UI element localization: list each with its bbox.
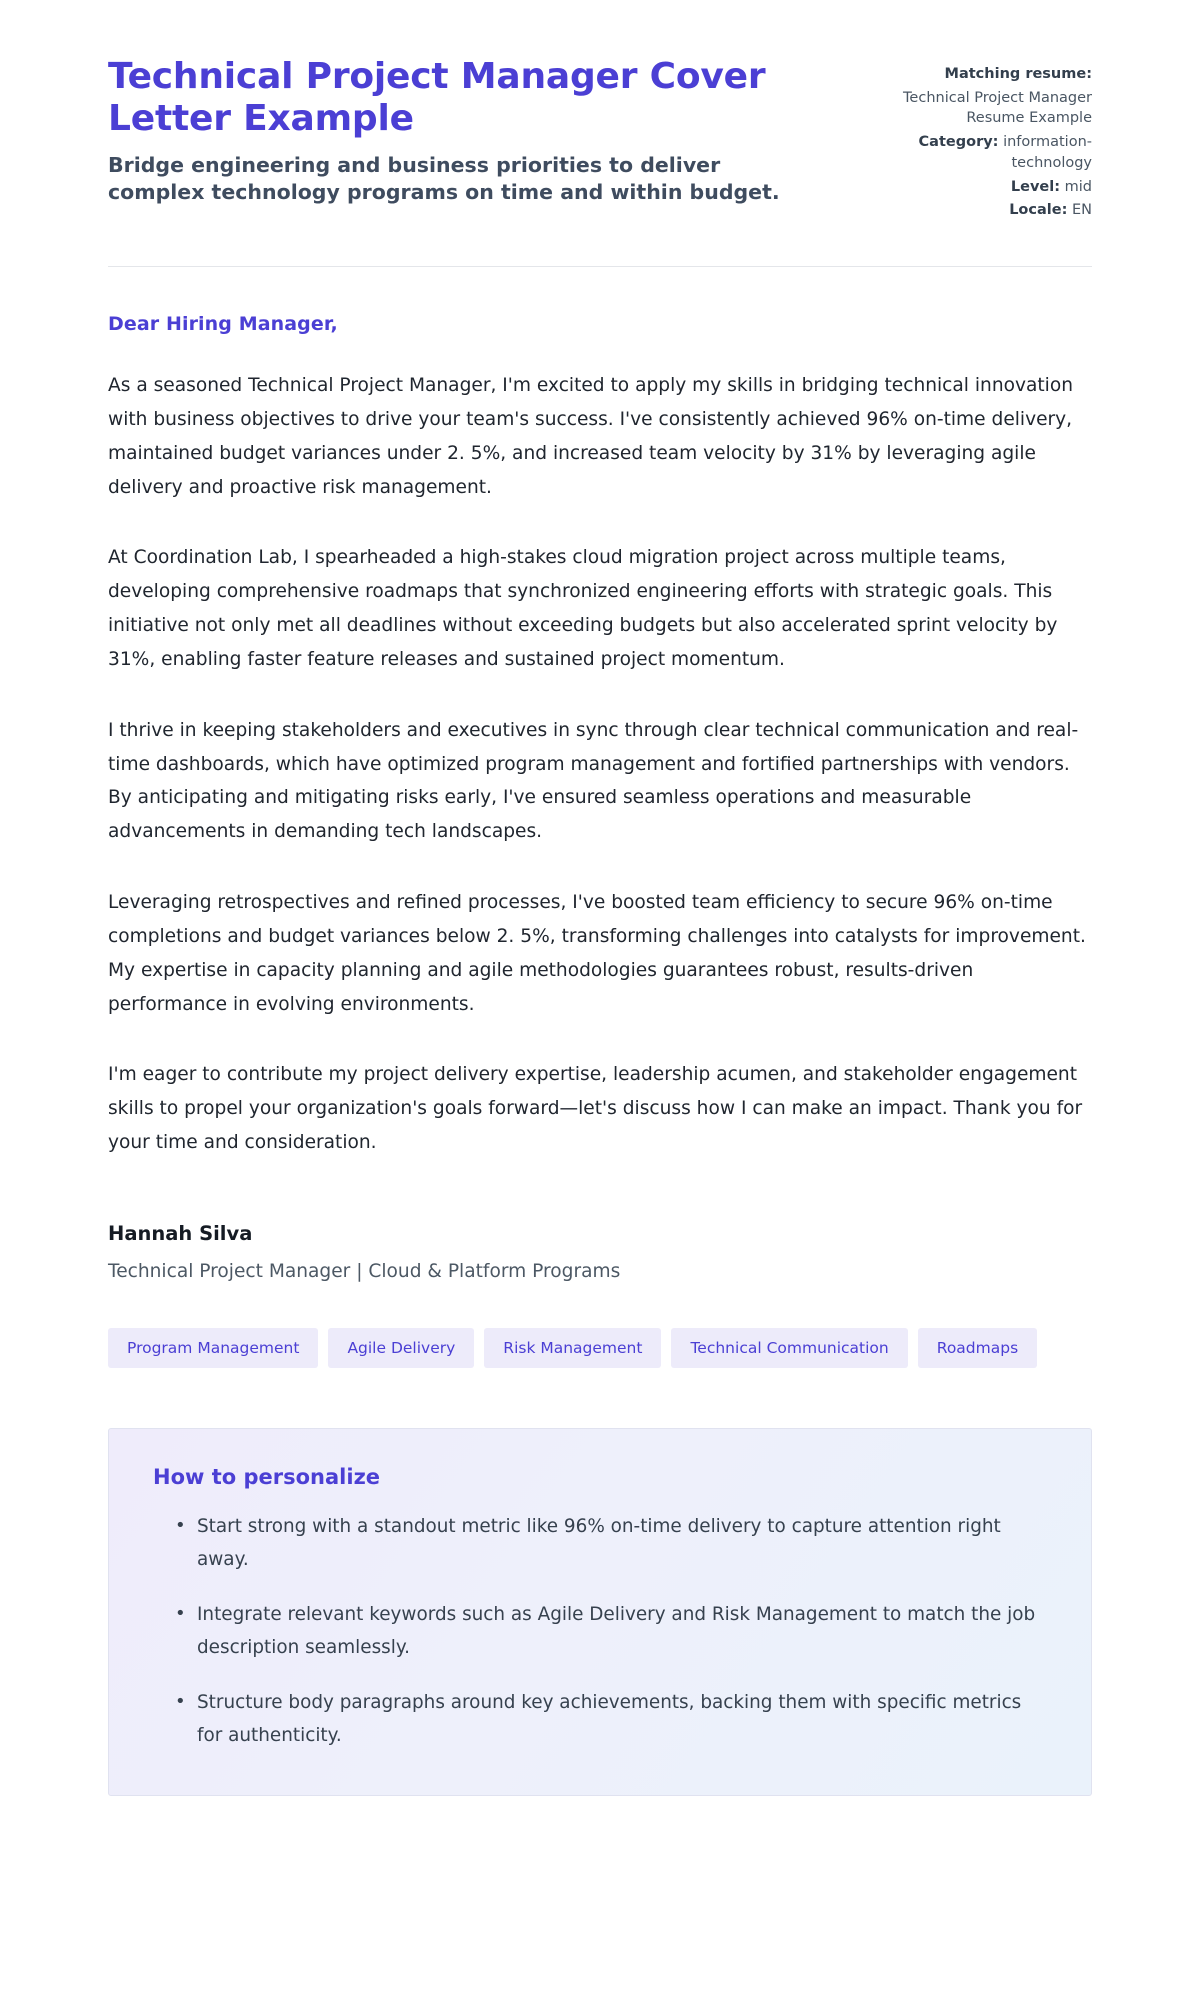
skill-tag-list: [108, 1328, 1092, 1368]
personalize-tip: • Start strong with a standout metric like 96% on-time delivery to capture attention right away.: [175, 1511, 1047, 1577]
cover-letter-body: [108, 267, 1092, 1160]
meta-category-label: Category:: [918, 134, 999, 151]
page-header: [108, 56, 1092, 224]
meta-locale: [857, 200, 1092, 221]
body-paragraph: At Coordination Lab, I spearheaded a high-stakes cloud migration project across multiple teams, developing comprehensive roadmaps that synchronized engineering efforts with strategic goals. This initiative not only met all deadlines without exceeding budgets but also accelerated sprint velocity by 31%, enabling faster feature releases and sustained project momentum.: [108, 547, 1058, 670]
body-paragraph: Leveraging retrospectives and refined processes, I've boosted team efficiency to secure 96% on-time completions and budget variances below 2. 5%, transforming challenges into catalysts for improvement. My expertise in capacity planning and agile methodologies guarantees robust, results-driven performance in evolving environments.: [108, 892, 1086, 1015]
personalize-tip-list: [153, 1511, 1047, 1753]
signer-role: Technical Project Manager | Cloud & Platform Programs: [108, 1260, 621, 1282]
meta-locale-value: EN: [1071, 202, 1092, 219]
page-subtitle: Bridge engineering and business priorities to deliver complex technology programs on time and within budget.: [108, 152, 780, 204]
skill-tag[interactable]: Agile Delivery: [328, 1328, 474, 1368]
header-text-block: [108, 56, 798, 206]
meta-level-label: Level:: [1010, 178, 1061, 195]
signer-name: Hannah Silva: [108, 1221, 253, 1245]
page-title: Technical Project Manager Cover Letter Example: [108, 56, 766, 140]
meta-matching-resume-value-row: [857, 88, 1092, 129]
personalize-panel: [108, 1428, 1092, 1796]
body-paragraph: I'm eager to contribute my project delivery expertise, leadership acumen, and stakeholder engagement skills to propel your organization's goals forward—let's discuss how I can make an impact. Thank you for your time and consideration.: [108, 1064, 1083, 1154]
meta-matching-resume-label: Matching resume:: [944, 66, 1092, 82]
meta-locale-label: Locale:: [1009, 202, 1068, 219]
personalize-tip: • Integrate relevant keywords such as Agile Delivery and Risk Management to match the job description seamlessly.: [175, 1599, 1047, 1665]
signature-block: [108, 1222, 1092, 1282]
skill-tag[interactable]: Roadmaps: [918, 1328, 1037, 1368]
skill-tag[interactable]: Risk Management: [484, 1328, 661, 1368]
meta-level: [857, 177, 1092, 198]
body-paragraph: As a seasoned Technical Project Manager, I'm excited to apply my skills in bridging technical innovation with business objectives to drive your team's success. I've consistently achieved 96% on-time delivery, maintained budget variances under 2. 5%, and increased team velocity by 31% by leveraging agile delivery and proactive risk management.: [108, 375, 1074, 498]
personalize-title: How to personalize: [153, 1464, 381, 1489]
skill-tag[interactable]: Program Management: [108, 1328, 318, 1368]
document-metadata: [857, 56, 1092, 224]
meta-matching-resume: [857, 64, 1092, 85]
skill-tag[interactable]: Technical Communication: [671, 1328, 907, 1368]
meta-matching-resume-value: Technical Project Manager Resume Example: [903, 89, 1092, 127]
meta-category-value: information-technology: [1003, 134, 1092, 171]
personalize-tip: • Structure body paragraphs around key achievements, backing them with specific metrics for authenticity.: [175, 1687, 1047, 1753]
meta-category: [857, 132, 1092, 173]
body-paragraph: I thrive in keeping stakeholders and executives in sync through clear technical communication and real-time dashboards, which have optimized program management and fortified partnerships with vendors. By anticipating and mitigating risks early, I've ensured seamless operations and measurable advancements in demanding tech landscapes.: [108, 719, 1079, 843]
meta-level-value: mid: [1064, 178, 1092, 195]
salutation: Dear Hiring Manager,: [108, 313, 338, 336]
